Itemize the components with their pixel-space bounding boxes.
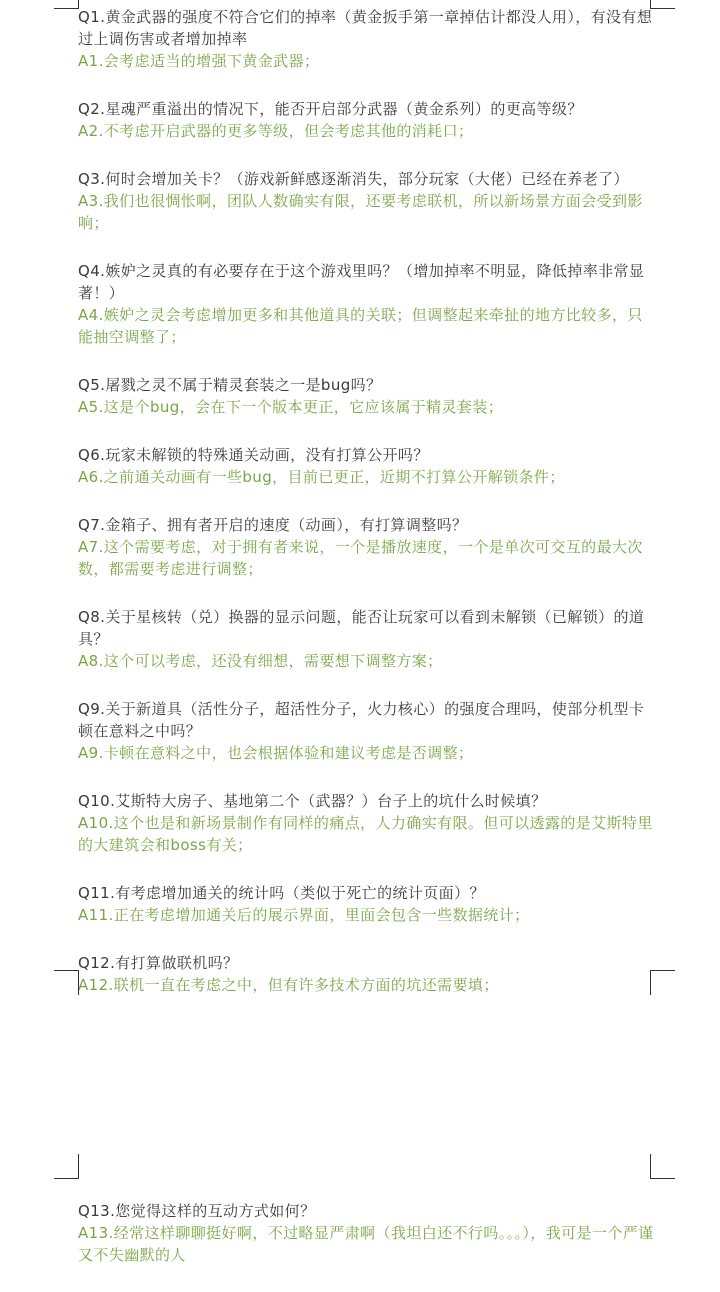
question: Q6.玩家未解锁的特殊通关动画，没有打算公开吗？ — [78, 446, 429, 464]
qa-item-11 — [78, 882, 658, 926]
answer: A1.会考虑适当的增强下黄金武器； — [78, 52, 320, 70]
answer: A3.我们也很惆怅啊，团队人数确实有限，还要考虑联机，所以新场景方面会受到影响； — [78, 192, 643, 232]
qa-list — [78, 6, 658, 1022]
answer: A7.这个需要考虑，对于拥有者来说，一个是播放速度，一个是单次可交互的最大次数，都需要考虑进行调整； — [78, 538, 643, 578]
answer: A13.经常这样聊聊挺好啊，不过略显严肃啊（我坦白还不行吗。。。），我可是一个严谨又不失幽默的人 — [78, 1224, 654, 1264]
answer: A11.正在考虑增加通关后的展示界面，里面会包含一些数据统计； — [78, 906, 530, 924]
question: Q4.嫉妒之灵真的有必要存在于这个游戏里吗？（增加掉率不明显，降低掉率非常显著！） — [78, 262, 645, 302]
question: Q11.有考虑增加通关的统计吗（类似于死亡的统计页面）？ — [78, 884, 485, 902]
qa-item-8 — [78, 606, 658, 672]
qa-list — [78, 1200, 658, 1292]
answer: A6.之前通关动画有一些bug，目前已更正，近期不打算公开解锁条件； — [78, 468, 565, 486]
answer: A10.这个也是和新场景制作有同样的痛点，人力确实有限。但可以透露的是艾斯特里的大建筑会和boss有关； — [78, 814, 653, 854]
answer: A4.嫉妒之灵会考虑增加更多和其他道具的关联；但调整起来牵扯的地方比较多，只能抽空调整了； — [78, 306, 643, 346]
qa-item-13 — [78, 1200, 658, 1266]
question: Q13.您觉得这样的互动方式如何？ — [78, 1202, 316, 1220]
question: Q1.黄金武器的强度不符合它们的掉率（黄金扳手第一章掉估计都没人用），有没有想过上调伤害或者增加掉率 — [78, 8, 653, 48]
crop-mark-bottom-left — [54, 970, 79, 995]
qa-item-5 — [78, 374, 658, 418]
answer: A2.不考虑开启武器的更多等级，但会考虑其他的消耗口； — [78, 122, 474, 140]
qa-item-6 — [78, 444, 658, 488]
question: Q5.屠戮之灵不属于精灵套装之一是bug吗？ — [78, 376, 382, 394]
qa-item-12 — [78, 952, 658, 996]
document-page-2 — [0, 1180, 720, 1280]
qa-item-3 — [78, 168, 658, 234]
qa-item-4 — [78, 260, 658, 348]
answer: A5.这是个bug，会在下一个版本更正，它应该属于精灵套装； — [78, 398, 504, 416]
qa-item-7 — [78, 514, 658, 580]
answer: A12.联机一直在考虑之中，但有许多技术方面的坑还需要填； — [78, 976, 499, 994]
answer: A8.这个可以考虑，还没有细想，需要想下调整方案； — [78, 652, 443, 670]
question: Q12.有打算做联机吗？ — [78, 954, 239, 972]
qa-item-9 — [78, 698, 658, 764]
question: Q3.何时会增加关卡？（游戏新鲜感逐渐消失，部分玩家（大佬）已经在养老了） — [78, 170, 629, 188]
answer: A9.卡顿在意料之中，也会根据体验和建议考虑是否调整； — [78, 744, 474, 762]
crop-mark-bottom-right — [650, 970, 675, 995]
crop-mark-top-right — [650, 1154, 675, 1179]
crop-mark-top-left — [54, 1154, 79, 1179]
question: Q9.关于新道具（活性分子，超活性分子，火力核心）的强度合理吗，使部分机型卡顿在意料之中吗？ — [78, 700, 645, 740]
crop-mark-top-left — [54, 0, 79, 9]
question: Q10.艾斯特大房子、基地第二个（武器？）台子上的坑什么时候填？ — [78, 792, 547, 810]
qa-item-2 — [78, 98, 658, 142]
question: Q2.星魂严重溢出的情况下，能否开启部分武器（黄金系列）的更高等级？ — [78, 100, 583, 118]
qa-item-1 — [78, 6, 658, 72]
question: Q8.关于星核转（兑）换器的显示问题，能否让玩家可以看到未解锁（已解锁）的道具？ — [78, 608, 645, 648]
question: Q7.金箱子、拥有者开启的速度（动画），有打算调整吗？ — [78, 516, 468, 534]
qa-item-10 — [78, 790, 658, 856]
